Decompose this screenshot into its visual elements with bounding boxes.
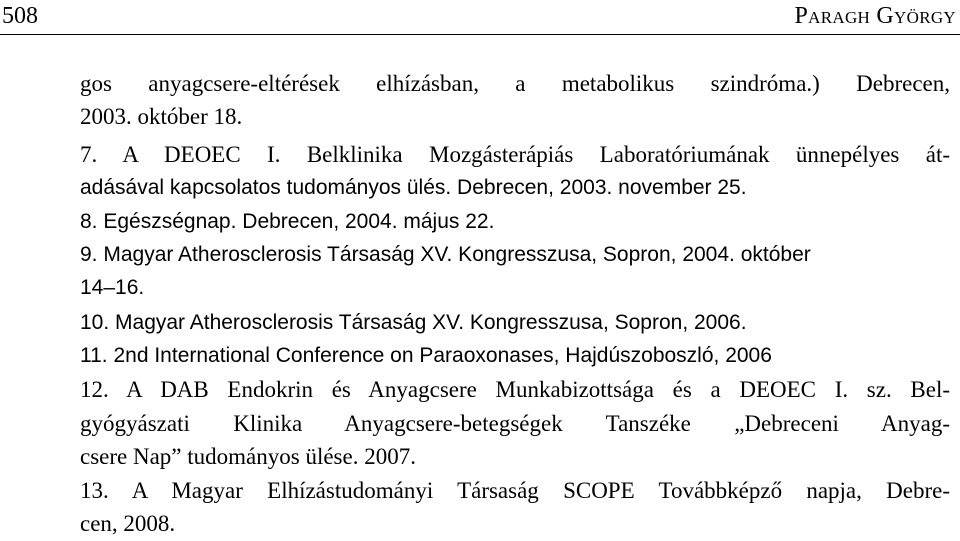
text-line: csere Nap” tudományos ülése. 2007.: [80, 444, 416, 469]
text-line: 2003. október 18.: [80, 104, 243, 129]
list-item-10: 10. Magyar Atherosclerosis Társaság XV. Kongresszusa, Sopron, 2006.: [80, 311, 747, 334]
header-rule: [0, 34, 960, 35]
text-line: gyógyászati Klinika Anyagcsere-betegségek Tanszéke „Debreceni Anyag-: [80, 411, 950, 436]
text-line: cen, 2008.: [80, 511, 176, 536]
list-item-11: 11. 2nd International Conference on Paraoxonases, Hajdúszoboszló, 2006: [80, 344, 772, 367]
list-item-9-line: 9. Magyar Atherosclerosis Társaság XV. Kongresszusa, Sopron, 2004. október: [80, 243, 811, 266]
list-item-7-line: 7. A DEOEC I. Belklinika Mozgásterápiás Laboratóriumának ünnepélyes át-: [80, 142, 950, 167]
page-number: 508: [2, 3, 38, 29]
list-item-12-line: 12. A DAB Endokrin és Anyagcsere Munkabizottsága és a DEOEC I. sz. Bel-: [80, 377, 950, 402]
page-header: [0, 0, 960, 36]
text-line: adásával kapcsolatos tudományos ülés. Debrecen, 2003. november 25.: [80, 176, 747, 199]
text-line: 14–16.: [80, 276, 145, 299]
running-head: Paragh György: [794, 3, 956, 29]
list-item-8: 8. Egészségnap. Debrecen, 2004. május 22.: [80, 210, 495, 233]
text-line: gos anyagcsere-eltérések elhízásban, a metabolikus szindróma.) Debrecen,: [80, 71, 950, 96]
list-item-13-line: 13. A Magyar Elhízástudományi Társaság SCOPE Továbbképző napja, Debre-: [80, 478, 950, 503]
